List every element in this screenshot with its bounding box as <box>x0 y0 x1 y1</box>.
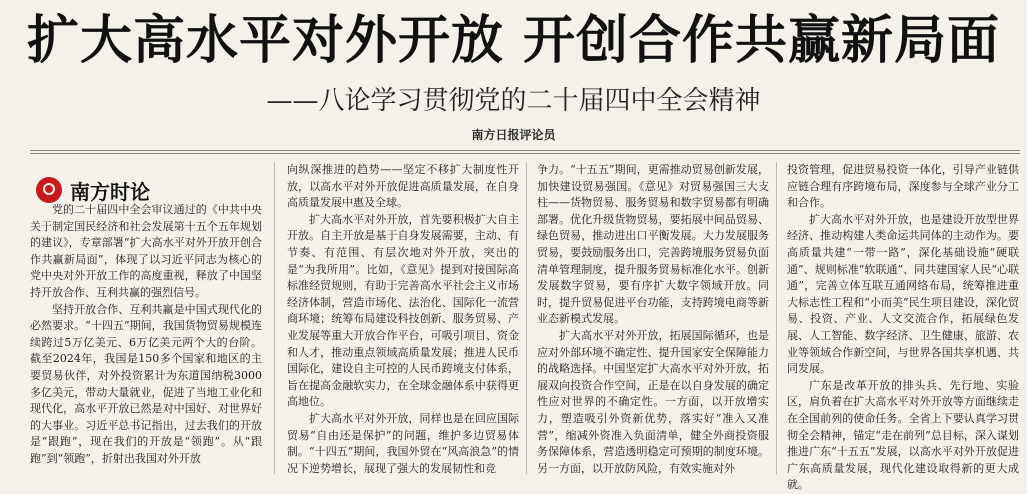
byline: 南方日报评论员 <box>471 128 556 142</box>
article-column-4 <box>787 162 1019 492</box>
paragraph: 扩大高水平对外开放，首先要积极扩大自主开放。自主开放是基于自身发展需要，主动、有节奏、有范围、有层次地对外开放，突出的是“为我所用”。比如，《意见》提到对接国际高标准经贸规则，有助于完善高水平社会主义市场经济体制，营造市场化、法治化、国际化一流营商环境；统筹布局建设科技创新、服务贸易、产业发展等重大开放合作平台，可吸引项目、资金和人才，推动重点领域高质量发展；推进人民币国际化，建设自主可控的人民币跨境支付体系，旨在提高金融软实力，在全球金融体系中获得更高地位。 <box>287 212 519 409</box>
column-divider <box>274 162 275 474</box>
paragraph: 争力。“十五五”期间，更需推动贸易创新发展，加快建设贸易强国。《意见》对贸易强国三大支柱——货物贸易、服务贸易和数字贸易都有明确部署。优化升级货物贸易，要拓展中间品贸易、绿色贸易，推动进出口平衡发展。大力发展服务贸易，要鼓励服务出口，完善跨境服务贸易负面清单管理制度，提升服务贸易标准化水平。创新发展数字贸易，要有序扩大数字领域开放。同时，提升贸易促进平台功能，支持跨境电商等新业态新模式发展。 <box>537 163 769 326</box>
paragraph: 向纵深推进的趋势——坚定不移扩大制度性开放，以高水平对外开放促进高质量发展，在自身高质量发展中惠及全球。 <box>287 163 519 210</box>
column-divider <box>526 162 527 474</box>
paragraph: 扩大高水平对外开放，同样也是在回应国际贸易“自由还是保护”的问题，维护多边贸易体制。“十四五”期间，我国外贸在“风高浪急”的情况下逆势增长，展现了强大的发展韧性和竞 <box>287 411 519 475</box>
top-rule <box>30 150 1020 151</box>
paragraph: 投资管理，促进贸易投资一体化，引导产业链供应链合理有序跨境布局，深度参与全球产业分工和合作。 <box>787 163 1019 210</box>
paragraph: 扩大高水平对外开放，拓展国际循环，也是应对外部环境不确定性、提升国家安全保障能力的战略选择。中国坚定扩大高水平对外开放，拓展双向投资合作空间，正是在以自身发展的确定性应对世界的不确定性。一方面，以开放增实力，塑造吸引外资新优势，落实好“准入又准营”，缩减外资准入负面清单，健全外商投资服务保障体系，营造透明稳定可预期的制度环境。另一方面，以开放防风险，有效实施对外 <box>537 328 769 475</box>
headline: 扩大高水平对外开放 开创合作共赢新局面 <box>26 11 1001 71</box>
article-column-2 <box>287 162 519 480</box>
subheadline: ——八论学习贯彻党的二十届四中全会精神 <box>266 86 761 116</box>
column-name: 南方时论 <box>70 179 150 204</box>
paragraph: 扩大高水平对外开放，也是建设开放型世界经济、推动构建人类命运共同体的主动作为。要高质量共建“一带一路”，深化基础设施“硬联通”、规则标准“软联通”、同共建国家人民“心联通”，完善立体互联互通网络布局，统筹推进重大标志性工程和“小而美”民生项目建设，深化贸易、投资、产业、人文交流合作，拓展绿色发展、人工智能、数字经济、卫生健康、旅游、农业等领域合作新空间，与世界各国共享机遇、共同发展。 <box>787 212 1019 376</box>
paragraph: 坚持开放合作、互利共赢是中国式现代化的必然要求。“十四五”期间，我国货物贸易规模连续跨过5万亿美元、6万亿美元两个大的台阶。截至2024年，我国是150多个国家和地区的主要贸易伙伴，对外投资累计为东道国纳税3000多亿美元，带动大量就业，促进了当地工业化和现代化，高水平开放已然是对中国好、对世界好的大事业。习近平总书记指出，过去我们的开放是“跟跑”，现在我们的开放是“领跑”。从“跟跑”到“领跑”，折射出我国对外开放 <box>30 302 262 465</box>
article-column-1 <box>30 162 262 480</box>
paragraph: 广东是改革开放的排头兵、先行地、实验区，肩负着在扩大高水平对外开放等方面继续走在全国前列的使命任务。全省上下要认真学习贯彻全会精神，锚定“走在前列”总目标，深入谋划推进广东“十五五”发展，以高水平对外开放促进广东高质量发展，现代化建设取得新的更大成就。 <box>787 378 1019 492</box>
top-rule-double <box>30 153 1020 154</box>
column-divider <box>776 162 777 474</box>
paragraph: 党的二十届四中全会审议通过的《中共中央关于制定国民经济和社会发展第十五个五年规划的建议》，专章部署“扩大高水平对外开放开创合作共赢新局面”，体现了以习近平同志为核心的党中央对外开放工作的高度重视，释放了中国坚持开放合作、互利共赢的强烈信号。 <box>30 203 262 299</box>
article-column-3 <box>537 162 769 480</box>
